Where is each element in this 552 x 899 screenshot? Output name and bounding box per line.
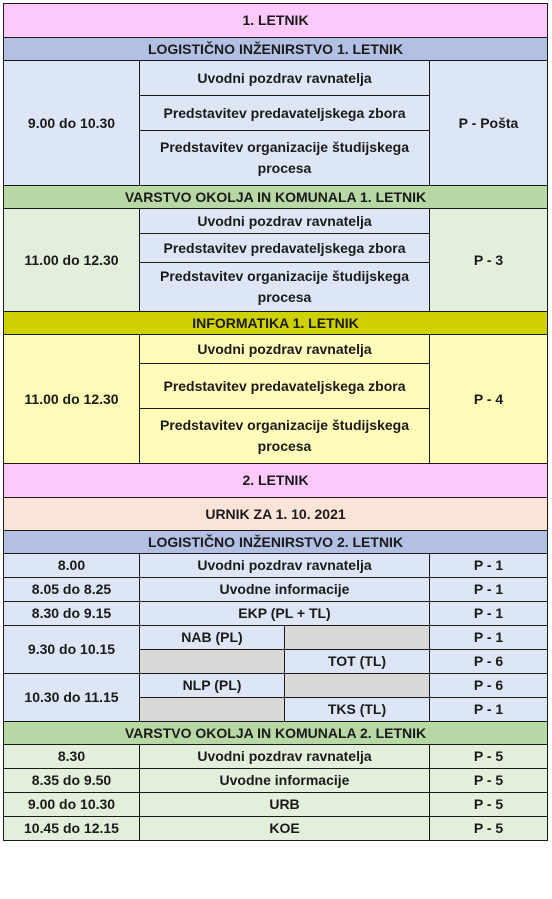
year2-vok-room: P - 5	[430, 745, 548, 769]
year1-log-room: P - Pošta	[430, 61, 548, 186]
year2-vok-time: 8.30	[4, 745, 140, 769]
year2-log-subject: Uvodne informacije	[140, 578, 430, 602]
year2-log-time: 8.30 do 9.15	[4, 602, 140, 626]
year2-log-room: P - 1	[430, 602, 548, 626]
year2-vok-header: VARSTVO OKOLJA IN KOMUNALA 2. LETNIK	[4, 722, 548, 745]
year2-vok-subject: URB	[140, 793, 430, 817]
year2-log-room: P - 1	[430, 626, 548, 650]
year1-inf-time: 11.00 do 12.30	[4, 335, 140, 464]
year2-log-room: P - 6	[430, 674, 548, 698]
year2-log-split-time: 9.30 do 10.15	[4, 626, 140, 674]
year1-log-item: Predstavitev predavateljskega zbora	[140, 96, 430, 131]
year2-vok-room: P - 5	[430, 769, 548, 793]
year1-vok-item: Uvodni pozdrav ravnatelja	[140, 209, 430, 234]
empty-cell	[140, 698, 285, 722]
year2-vok-subject: Uvodne informacije	[140, 769, 430, 793]
year1-vok-item: Predstavitev organizacije študijskega procesa	[140, 263, 430, 312]
year2-log-subject: EKP (PL + TL)	[140, 602, 430, 626]
year2-urnik-title: URNIK ZA 1. 10. 2021	[4, 498, 548, 531]
year2-vok-subject: KOE	[140, 817, 430, 841]
year2-log-split-right: TOT (TL)	[285, 650, 430, 674]
year1-log-item: Uvodni pozdrav ravnatelja	[140, 61, 430, 96]
year1-inf-header: INFORMATIKA 1. LETNIK	[4, 312, 548, 335]
year2-log-room: P - 1	[430, 554, 548, 578]
year2-log-subject: Uvodni pozdrav ravnatelja	[140, 554, 430, 578]
year2-log-split-time: 10.30 do 11.15	[4, 674, 140, 722]
year2-log-split-left: NLP (PL)	[140, 674, 285, 698]
year2-vok-room: P - 5	[430, 793, 548, 817]
year1-log-item: Predstavitev organizacije študijskega procesa	[140, 131, 430, 186]
empty-cell	[285, 674, 430, 698]
year2-log-header: LOGISTIČNO INŽENIRSTVO 2. LETNIK	[4, 531, 548, 554]
year1-vok-time: 11.00 do 12.30	[4, 209, 140, 312]
year2-vok-time: 8.35 do 9.50	[4, 769, 140, 793]
year1-inf-item: Uvodni pozdrav ravnatelja	[140, 335, 430, 364]
year2-vok-time: 9.00 do 10.30	[4, 793, 140, 817]
year2-vok-subject: Uvodni pozdrav ravnatelja	[140, 745, 430, 769]
year2-log-room: P - 1	[430, 578, 548, 602]
year2-vok-room: P - 5	[430, 817, 548, 841]
year2-vok-time: 10.45 do 12.15	[4, 817, 140, 841]
schedule-table	[3, 3, 548, 841]
year1-vok-header: VARSTVO OKOLJA IN KOMUNALA 1. LETNIK	[4, 186, 548, 209]
year2-log-room: P - 1	[430, 698, 548, 722]
year1-inf-item: Predstavitev predavateljskega zbora	[140, 364, 430, 409]
empty-cell	[140, 650, 285, 674]
year1-log-time: 9.00 do 10.30	[4, 61, 140, 186]
year1-vok-item: Predstavitev predavateljskega zbora	[140, 234, 430, 263]
year2-log-split-left: NAB (PL)	[140, 626, 285, 650]
year1-title: 1. LETNIK	[4, 4, 548, 38]
year2-log-time: 8.05 do 8.25	[4, 578, 140, 602]
year2-log-room: P - 6	[430, 650, 548, 674]
year1-inf-item: Predstavitev organizacije študijskega procesa	[140, 409, 430, 464]
year1-log-header: LOGISTIČNO INŽENIRSTVO 1. LETNIK	[4, 38, 548, 61]
year2-log-time: 8.00	[4, 554, 140, 578]
year2-title: 2. LETNIK	[4, 464, 548, 498]
year2-log-split-right: TKS (TL)	[285, 698, 430, 722]
year1-inf-room: P - 4	[430, 335, 548, 464]
year1-vok-room: P - 3	[430, 209, 548, 312]
empty-cell	[285, 626, 430, 650]
